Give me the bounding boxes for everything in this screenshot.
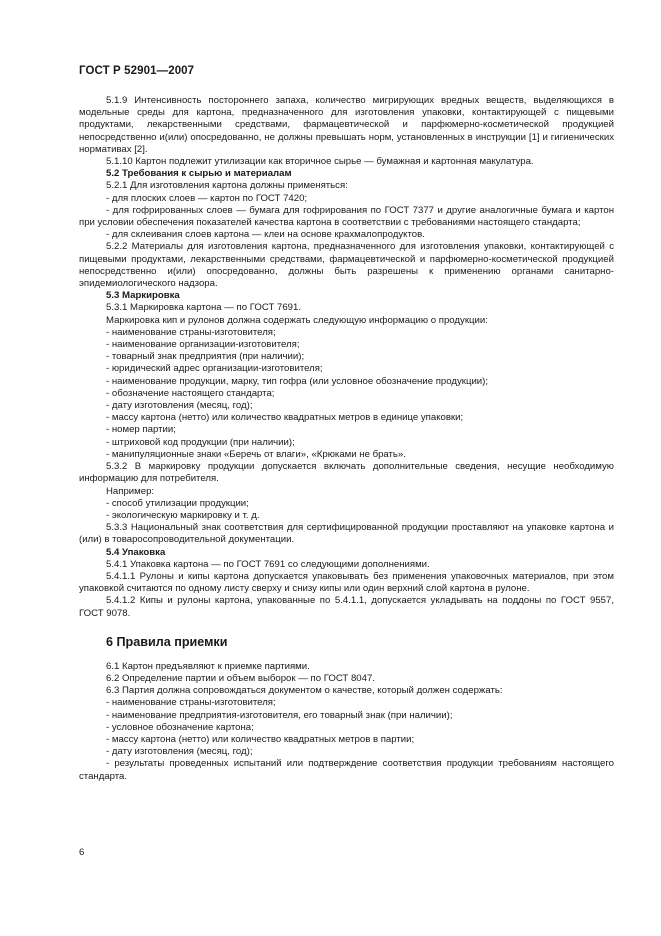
- list-item: - массу картона (нетто) или количество квадратных метров в партии;: [106, 733, 415, 745]
- list-item: - наименование организации-изготовителя;: [106, 339, 300, 351]
- paragraph-5-4-1-2: 5.4.1.2 Кипы и рулоны картона, упакованные по 5.4.1.1, допускается укладывать на поддоны по ГОСТ 9557, ГОСТ 9078.: [79, 595, 614, 619]
- paragraph-5-2-1: 5.2.1 Для изготовления картона должны применяться:: [106, 180, 348, 192]
- list-item: - условное обозначение картона;: [106, 721, 254, 733]
- list-item: - манипуляционные знаки «Беречь от влаги», «Крюками не брать».: [106, 448, 406, 460]
- list-item: - юридический адрес организации-изготовителя;: [106, 363, 323, 375]
- list-item: - экологическую маркировку и т. д.: [106, 509, 260, 521]
- list-item: - дату изготовления (месяц, год);: [106, 746, 253, 758]
- list-item: - для гофрированных слоев — бумага для гофрирования по ГОСТ 7377 и другие аналогичные бумага и картон при условии обеспечения показателей качества картона в соответствии с требованиями настоящего стандарта;: [79, 204, 614, 229]
- heading-5-3: 5.3 Маркировка: [106, 290, 180, 302]
- paragraph-5-3-1: 5.3.1 Маркировка картона — по ГОСТ 7691.: [106, 302, 302, 314]
- list-item: - наименование страны-изготовителя;: [106, 326, 276, 338]
- list-item: - способ утилизации продукции;: [106, 497, 249, 509]
- heading-5-2: 5.2 Требования к сырью и материалам: [106, 168, 292, 180]
- list-item: - штриховой код продукции (при наличии);: [106, 436, 295, 448]
- paragraph-6-3: 6.3 Партия должна сопровождаться документом о качестве, который должен содержать:: [106, 685, 503, 697]
- paragraph-6-1: 6.1 Картон предъявляют к приемке партиями.: [106, 660, 310, 672]
- list-item: - наименование страны-изготовителя;: [106, 697, 276, 709]
- list-item: - наименование предприятия-изготовителя, его товарный знак (при наличии);: [106, 709, 453, 721]
- list-item: - массу картона (нетто) или количество квадратных метров в единице упаковки;: [106, 412, 464, 424]
- paragraph-5-2-2: 5.2.2 Материалы для изготовления картона, предназначенного для изготовления упаковки, контактирующей с пищевыми продуктами, лекарственными средствами, фармацевтической и парфюмерно-косметической продукцией непосредственно и(или) опосредованно, должны быть разрешены к применению органами санитарно-эпидемиологического надзора.: [79, 241, 614, 290]
- list-item: - дату изготовления (месяц, год);: [106, 400, 253, 412]
- paragraph-5-1-10: 5.1.10 Картон подлежит утилизации как вторичное сырье — бумажная и картонная макулатура.: [106, 156, 534, 168]
- heading-5-4: 5.4 Упаковка: [106, 546, 166, 558]
- paragraph-5-4-1: 5.4.1 Упаковка картона — по ГОСТ 7691 со следующими дополнениями.: [106, 558, 430, 570]
- paragraph-5-3-3: 5.3.3 Национальный знак соответствия для сертифицированной продукции проставляют на упаковке картона и (или) в товаросопроводительной документации.: [79, 522, 614, 546]
- section-6-title: 6 Правила приемки: [106, 634, 228, 649]
- paragraph-marking-intro: Маркировка кип и рулонов должна содержать следующую информацию о продукции:: [106, 314, 488, 326]
- list-item: - товарный знак предприятия (при наличии);: [106, 351, 305, 363]
- list-item: - для склеивания слоев картона — клеи на основе крахмалопродуктов.: [106, 229, 425, 241]
- list-item: - номер партии;: [106, 424, 176, 436]
- paragraph-5-3-2: 5.3.2 В маркировку продукции допускается включать дополнительные сведения, несущие необходимую информацию для потребителя.: [79, 461, 614, 485]
- document-header: ГОСТ Р 52901—2007: [79, 65, 195, 77]
- paragraph-example-label: Например:: [106, 485, 155, 497]
- list-item: - обозначение настоящего стандарта;: [106, 387, 275, 399]
- paragraph-5-1-9: 5.1.9 Интенсивность постороннего запаха, количество мигрирующих вредных веществ, выделяющихся в модельные среды для картона, предназначенного для изготовления упаковки, контактирующей с пищевыми продуктами, лекарственными средствами, фармацевтической и парфюмерно-косметической продукцией непосредственно и(или) опосредованно, не должны превышать норм, установленных в инструкции [1] и гигиенических нормативах [2].: [79, 95, 614, 155]
- list-item: - наименование продукции, марку, тип гофра (или условное обозначение продукции);: [106, 375, 489, 387]
- page-number: 6: [79, 847, 85, 858]
- list-item: - для плоских слоев — картон по ГОСТ 7420;: [106, 192, 308, 204]
- paragraph-6-2: 6.2 Определение партии и объем выборок — по ГОСТ 8047.: [106, 672, 375, 684]
- list-item: - результаты проведенных испытаний или подтверждение соответствия продукции требованиям настоящего стандарта.: [79, 758, 614, 782]
- document-body: [79, 95, 614, 783]
- paragraph-5-4-1-1: 5.4.1.1 Рулоны и кипы картона допускается упаковывать без применения упаковочных материалов, при этом упаковкой считаются по одному листу сверху и снизу кипы или один верхний слой картона в рулоне.: [79, 570, 614, 595]
